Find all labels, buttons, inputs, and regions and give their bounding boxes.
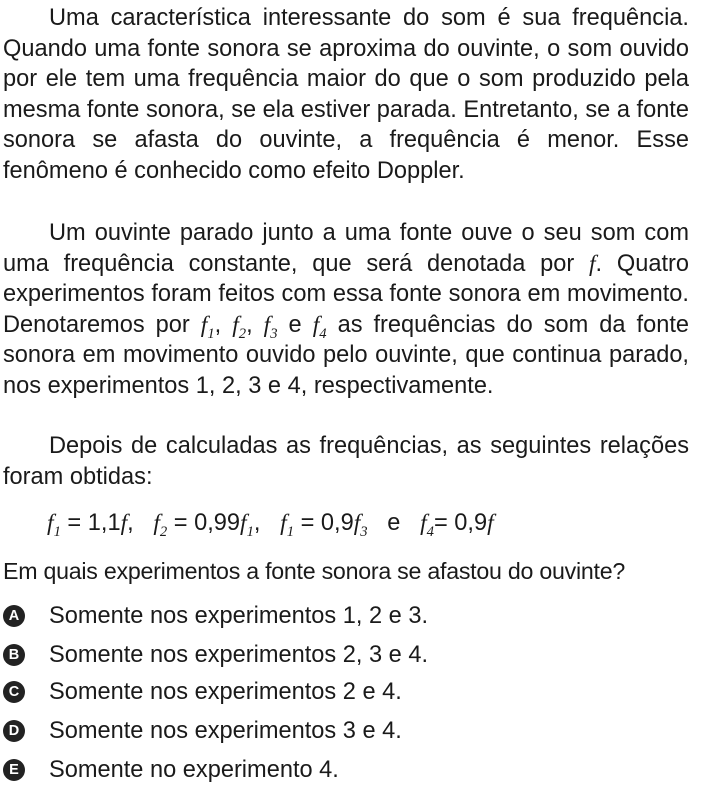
option-d-badge: D [3,720,25,742]
var-f1: $f_1$ [200,311,215,342]
option-e-badge: E [3,759,25,781]
paragraph-setup: Um ouvinte parado junto a uma fonte ouve o seu som com uma frequência constante, que será denotada por f. Quatro experimentos foram feitos com essa fonte sonora em movimento. Denotaremos por $f_1$, $f_2$, $f_3$ e $f_4$ as frequências do som da fonte sonora em movimento ouvido pelo ouvinte, que continua parado, nos experimentos 1, 2, 3 e 4, respectivamente. [3,220,690,399]
option-d[interactable] [3,715,643,747]
eq-f4: $f_4$ [420,510,434,541]
option-c-text: Somente nos experimentos 2 e 4. [49,679,402,705]
option-e[interactable] [3,754,643,786]
option-d-text: Somente nos experimentos 3 e 4. [49,718,402,744]
option-b-text: Somente nos experimentos 2, 3 e 4. [49,642,429,668]
eq-f1-c: $f_1$ [280,510,295,541]
setup-text-a: Um ouvinte parado junto a uma fonte ouve o seu som com uma frequência constante, que será denotada por [3,220,689,277]
question-text: Em quais experimentos a fonte sonora se afastou do ouvinte? [3,558,626,584]
setup-text-c: as frequências do som da fonte sonora em movimento ouvido pelo ouvinte, que continua parado, nos experimentos 1, 2, 3 e 4, respectivamente. [3,311,690,399]
eq-f1-b: $f_1$ [240,510,254,541]
var-f: f [588,250,596,277]
eq-f3: $f_3$ [353,510,368,541]
var-f3: $f_3$ [263,311,278,342]
option-c[interactable] [3,676,643,708]
var-f2: $f_2$ [232,311,247,342]
option-c-badge: C [3,681,25,703]
eq-f1: $f_1$ [47,510,61,541]
option-a[interactable] [3,600,643,632]
option-a-badge: A [3,605,25,627]
eq-f2: $f_2$ [153,510,168,541]
relations-equations: $f_1 = 1,1f$, $f_2 = 0,99f_1$, $f_1 = 0,9f_3$ e $f_4= 0,9f$ [47,510,494,541]
option-e-text: Somente no experimento 4. [49,757,339,783]
option-b[interactable] [3,639,643,671]
option-a-text: Somente nos experimentos 1, 2 e 3. [49,603,429,629]
paragraph-relations-intro: Depois de calculadas as frequências, as seguintes relações foram obtidas: [3,433,689,490]
option-b-badge: B [3,644,25,666]
setup-text-b: . Quatro experimentos foram feitos com essa fonte sonora em movimento. Denotaremos por [3,250,689,338]
paragraph-intro: Uma característica interessante do som é sua frequência. Quando uma fonte sonora se aproxima do ouvinte, o som ouvido por ele tem uma frequência maior do que o som produzido pela mesma fonte sonora, se ela estiver parada. Entretanto, se a fonte sonora se afasta do ouvinte, a frequência é menor. Esse fenômeno é conhecido como efeito Doppler. [3,5,689,184]
var-f4: $f_4$ [312,311,327,342]
